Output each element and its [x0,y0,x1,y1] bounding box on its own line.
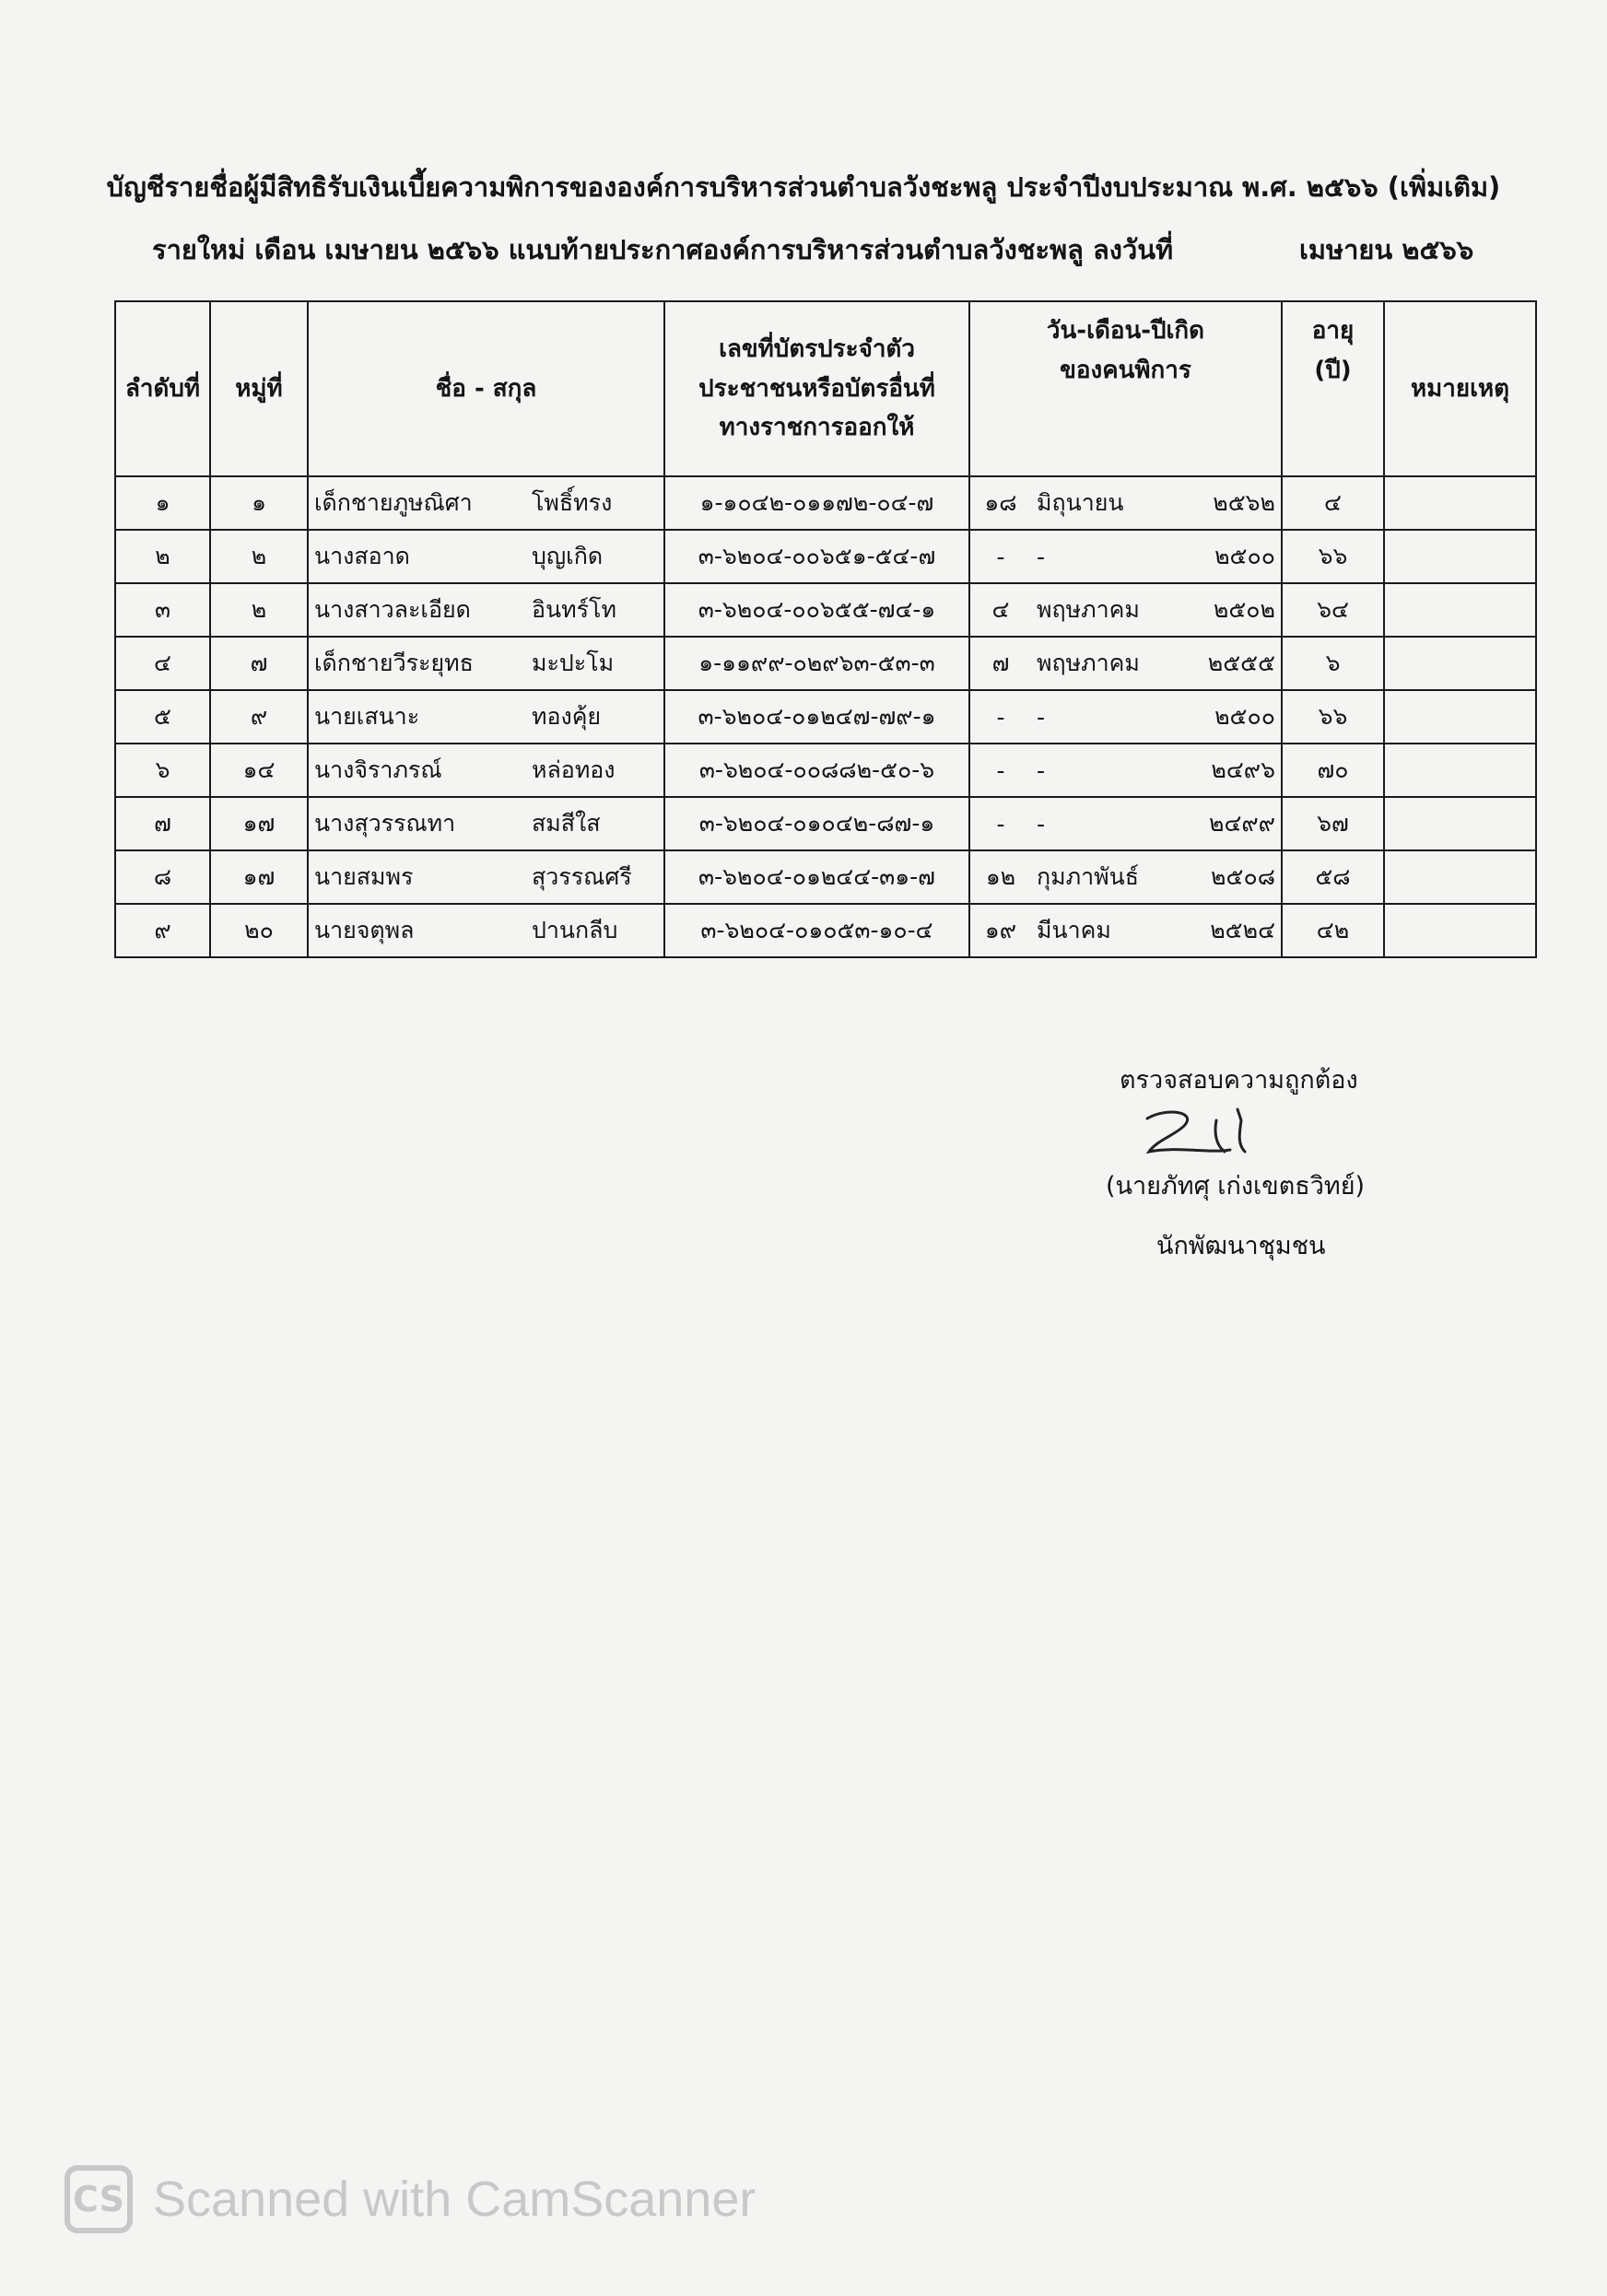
header-remark: หมายเหตุ [1384,301,1536,476]
last-name: หล่อทอง [532,756,616,783]
cell-id-card: ๓-๖๒๐๔-๐๑๐๔๒-๘๗-๑ [664,797,969,850]
last-name: มะปะโม [532,650,615,676]
dob-month: พฤษภาคม [1037,650,1140,676]
cell-age: ๖๔ [1282,583,1384,637]
cell-dob [969,797,1282,850]
dob-year: ๒๕๒๔ [1210,917,1275,943]
dob-year: ๒๕๐๐ [1214,543,1275,569]
cell-dob [969,530,1282,583]
cell-no: ๑ [115,476,210,530]
dob-month: กุมภาพันธ์ [1037,863,1139,890]
dob-month: มิถุนายน [1037,489,1124,516]
cell-dob [969,850,1282,904]
dob-day: ๑๒ [985,863,1016,890]
cell-id-card: ๓-๖๒๐๔-๐๑๐๕๓-๑๐-๔ [664,904,969,957]
header-id-card: เลขที่บัตรประจำตัว ประชาชนหรือบัตรอื่นที่ ทางราชการออกให้ [664,301,969,476]
cell-name [308,476,664,530]
first-name: นายจตุพล [314,917,415,943]
cell-remark [1384,850,1536,904]
cell-id-card: ๑-๑๐๔๒-๐๑๑๗๒-๐๔-๗ [664,476,969,530]
dob-day: - [996,756,1005,784]
cell-name [308,583,664,637]
table-row [115,850,1536,904]
cell-name [308,637,664,690]
cell-age: ๗๐ [1282,744,1384,797]
cell-name [308,530,664,583]
cell-age: ๔๒ [1282,904,1384,957]
first-name: เด็กชายวีระยุทธ [314,650,474,676]
first-name: นางสาวละเอียด [314,596,471,623]
beneficiary-table [114,300,1537,958]
cell-remark [1384,476,1536,530]
first-name: นายเสนาะ [314,703,420,730]
header-dob: วัน-เดือน-ปีเกิด ของคนพิการ [969,301,1282,476]
table-header-row [115,301,1536,476]
cell-name [308,797,664,850]
table-row [115,690,1536,744]
cell-name [308,744,664,797]
dob-day: ๔ [991,596,1010,623]
cell-dob [969,744,1282,797]
cell-remark [1384,637,1536,690]
last-name: สุวรรณศรี [532,863,632,890]
cell-dob [969,583,1282,637]
camscanner-watermark [65,2165,756,2233]
cell-dob [969,637,1282,690]
last-name: บุญเกิด [532,543,604,569]
cell-id-card: ๓-๖๒๐๔-๐๐๖๕๑-๕๔-๗ [664,530,969,583]
dob-year: ๒๕๕๕ [1207,650,1275,676]
first-name: เด็กชายภูษณิศา [314,489,473,516]
last-name: อินทร์โท [532,596,616,623]
table-row [115,637,1536,690]
dob-day: - [996,703,1005,731]
camscanner-logo-icon: CS [65,2165,133,2233]
cell-dob [969,476,1282,530]
cell-village: ๑ [210,476,308,530]
cell-no: ๕ [115,690,210,744]
first-name: นางสอาด [314,543,410,569]
cell-age: ๖๖ [1282,530,1384,583]
dob-year: ๒๕๐๐ [1214,703,1275,730]
cell-village: ๒ [210,530,308,583]
cell-no: ๗ [115,797,210,850]
cell-village: ๑๗ [210,797,308,850]
first-name: นางสุวรรณทา [314,810,456,837]
header-village: หมู่ที่ [210,301,308,476]
cell-remark [1384,797,1536,850]
cell-age: ๔ [1282,476,1384,530]
table-row [115,797,1536,850]
cell-no: ๙ [115,904,210,957]
table-row [115,476,1536,530]
dob-year: ๒๕๐๘ [1211,863,1275,890]
cell-remark [1384,904,1536,957]
cell-no: ๔ [115,637,210,690]
header-age: อายุ (ปี) [1282,301,1384,476]
cell-dob [969,904,1282,957]
dob-month: - [1037,703,1046,731]
cell-id-card: ๓-๖๒๐๔-๐๐๖๕๕-๗๔-๑ [664,583,969,637]
cell-dob [969,690,1282,744]
dob-month: - [1037,543,1046,570]
dob-month: - [1037,756,1046,784]
cell-age: ๖๖ [1282,690,1384,744]
handwritten-signature [1129,1098,1313,1163]
table-row [115,583,1536,637]
cell-age: ๖๗ [1282,797,1384,850]
dob-month: - [1037,810,1046,838]
dob-day: ๑๙ [984,917,1017,943]
cell-name [308,690,664,744]
cell-remark [1384,530,1536,583]
cell-name [308,904,664,957]
dob-year: ๒๔๙๙ [1208,810,1275,837]
cell-remark [1384,583,1536,637]
document-title-line2 [152,228,1474,271]
header-name: ชื่อ - สกุล [308,301,664,476]
cell-no: ๘ [115,850,210,904]
cell-remark [1384,690,1536,744]
table-row [115,744,1536,797]
cell-remark [1384,744,1536,797]
header-no: ลำดับที่ [115,301,210,476]
last-name: ปานกลีบ [532,917,618,943]
dob-day: - [996,810,1005,838]
dob-month: มีนาคม [1037,917,1111,943]
signer-position: นักพัฒนาชุมชน [1156,1232,1326,1260]
table-row [115,904,1536,957]
last-name: โพธิ์ทรง [532,489,613,516]
dob-day: ๗ [991,650,1010,676]
table-row [115,530,1536,583]
first-name: นางจิราภรณ์ [314,756,442,783]
cell-no: ๒ [115,530,210,583]
dob-day: - [996,543,1005,570]
cell-village: ๙ [210,690,308,744]
title-line2-month: เมษายน ๒๕๖๖ [1299,234,1474,265]
dob-year: ๒๕๖๒ [1213,489,1275,516]
dob-day: ๑๘ [984,489,1017,516]
last-name: สมสีใส [532,810,601,837]
cell-village: ๒๐ [210,904,308,957]
document-title-line1: บัญชีรายชื่อผู้มีสิทธิรับเงินเบี้ยความพิการขององค์การบริหารส่วนตำบลวังชะพลู ประจำปีงบประมาณ พ.ศ. ๒๕๖๖ (เพิ่มเติม) [106,171,1501,203]
watermark-text: Scanned with CamScanner [153,2172,757,2227]
cell-name [308,850,664,904]
cell-no: ๖ [115,744,210,797]
cell-id-card: ๓-๖๒๐๔-๐๑๒๔๗-๗๙-๑ [664,690,969,744]
cell-age: ๕๘ [1282,850,1384,904]
cell-village: ๑๗ [210,850,308,904]
cell-no: ๓ [115,583,210,637]
cell-age: ๖ [1282,637,1384,690]
dob-year: ๒๕๐๒ [1213,596,1275,623]
cell-id-card: ๑-๑๑๙๙-๐๒๙๖๓-๕๓-๓ [664,637,969,690]
last-name: ทองคุ้ย [532,703,602,730]
dob-month: พฤษภาคม [1037,596,1140,623]
cell-village: ๒ [210,583,308,637]
dob-year: ๒๔๙๖ [1211,756,1275,783]
cell-id-card: ๓-๖๒๐๔-๐๐๘๘๒-๕๐-๖ [664,744,969,797]
verification-label: ตรวจสอบความถูกต้อง [1120,1066,1358,1095]
signer-name: (นายภัทศุ เก่งเขตธวิทย์) [1106,1172,1366,1201]
cell-village: ๗ [210,637,308,690]
first-name: นายสมพร [314,863,414,890]
cell-id-card: ๓-๖๒๐๔-๐๑๒๔๔-๓๑-๗ [664,850,969,904]
title-line2-text: รายใหม่ เดือน เมษายน ๒๕๖๖ แนบท้ายประกาศองค์การบริหารส่วนตำบลวังชะพลู ลงวันที่ [152,234,1174,265]
cell-village: ๑๔ [210,744,308,797]
